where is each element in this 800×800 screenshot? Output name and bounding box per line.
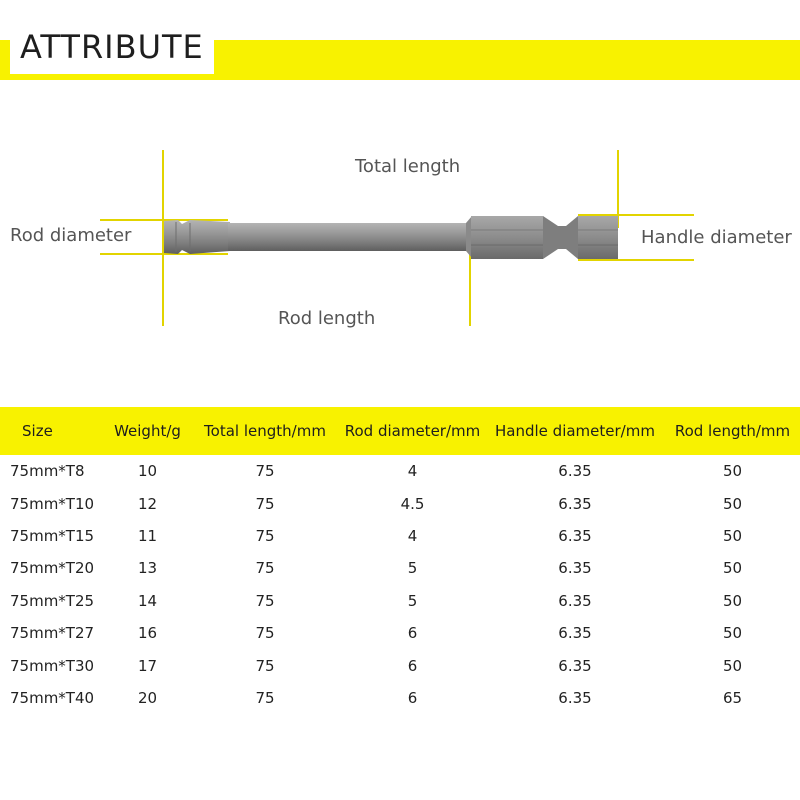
weight-cell: 17 (137, 656, 158, 675)
rod-diameter-cell: 6 (407, 656, 418, 675)
handle-diameter-cell: 6.35 (558, 688, 592, 707)
handle-diameter-cell: 6.35 (558, 526, 592, 545)
size-cell: 75mm*T30 (10, 656, 95, 675)
dimension-diagram (0, 130, 800, 350)
column-header-weight: Weight/g (105, 407, 190, 455)
size-cell: 75mm*T27 (10, 624, 95, 643)
rod-diameter-cell: 5 (407, 591, 418, 610)
column-header-rod-diameter: Rod diameter/mm (340, 407, 485, 455)
specification-table (0, 407, 800, 714)
rod-length-cell: 50 (722, 462, 743, 481)
column-header-total-length: Total length/mm (190, 407, 340, 455)
rod-diameter-cell: 4 (407, 462, 418, 481)
rod-length-cell: 50 (722, 559, 743, 578)
handle-diameter-label: Handle diameter (641, 227, 792, 248)
rod-length-cell: 50 (722, 624, 743, 643)
rod-length-cell: 50 (722, 526, 743, 545)
weight-cell: 16 (137, 624, 158, 643)
column-header-rod-length: Rod length/mm (665, 407, 800, 455)
handle-diameter-cell: 6.35 (558, 462, 592, 481)
total-length-cell: 75 (255, 559, 275, 578)
header (0, 0, 800, 90)
weight-cell: 11 (137, 526, 158, 545)
handle-diameter-cell: 6.35 (558, 559, 592, 578)
rod-length-label: Rod length (278, 308, 376, 329)
table-row (0, 455, 800, 487)
rod-diameter-cell: 6 (407, 624, 418, 643)
total-length-cell: 75 (255, 494, 275, 513)
size-cell: 75mm*T25 (10, 591, 95, 610)
weight-cell: 14 (137, 591, 158, 610)
total-length-cell: 75 (255, 624, 275, 643)
handle-diameter-cell: 6.35 (558, 656, 592, 675)
weight-cell: 13 (137, 559, 158, 578)
rod-diameter-cell: 4 (407, 526, 418, 545)
total-length-cell: 75 (255, 462, 275, 481)
rod-length-cell: 65 (722, 688, 743, 707)
handle-diameter-cell: 6.35 (558, 494, 592, 513)
size-cell: 75mm*T40 (10, 688, 95, 707)
table-row (0, 682, 800, 714)
handle-diameter-cell: 6.35 (558, 591, 592, 610)
table-row (0, 649, 800, 681)
size-cell: 75mm*T15 (10, 526, 95, 545)
weight-cell: 20 (137, 688, 158, 707)
total-length-label: Total length (355, 156, 461, 177)
page-title: ATTRIBUTE (10, 20, 214, 74)
weight-cell: 10 (137, 462, 158, 481)
table-row (0, 552, 800, 584)
rod-diameter-label: Rod diameter (10, 225, 132, 246)
rod-length-cell: 50 (722, 591, 743, 610)
table-row (0, 487, 800, 519)
handle-diameter-cell: 6.35 (558, 624, 592, 643)
column-header-handle-diameter: Handle diameter/mm (485, 407, 665, 455)
size-cell: 75mm*T8 (10, 462, 85, 481)
rod-diameter-cell: 4.5 (400, 494, 425, 513)
table-row (0, 585, 800, 617)
total-length-cell: 75 (255, 591, 275, 610)
table-row (0, 520, 800, 552)
total-length-cell: 75 (255, 526, 275, 545)
rod-diameter-cell: 5 (407, 559, 418, 578)
rod-length-cell: 50 (722, 494, 743, 513)
table-row (0, 617, 800, 649)
total-length-cell: 75 (255, 656, 275, 675)
size-cell: 75mm*T20 (10, 559, 95, 578)
rod-diameter-cell: 6 (407, 688, 418, 707)
column-header-size: Size (0, 407, 105, 455)
rod-length-cell: 50 (722, 656, 743, 675)
size-cell: 75mm*T10 (10, 494, 95, 513)
table-header-row (0, 407, 800, 455)
total-length-cell: 75 (255, 688, 275, 707)
weight-cell: 12 (137, 494, 158, 513)
